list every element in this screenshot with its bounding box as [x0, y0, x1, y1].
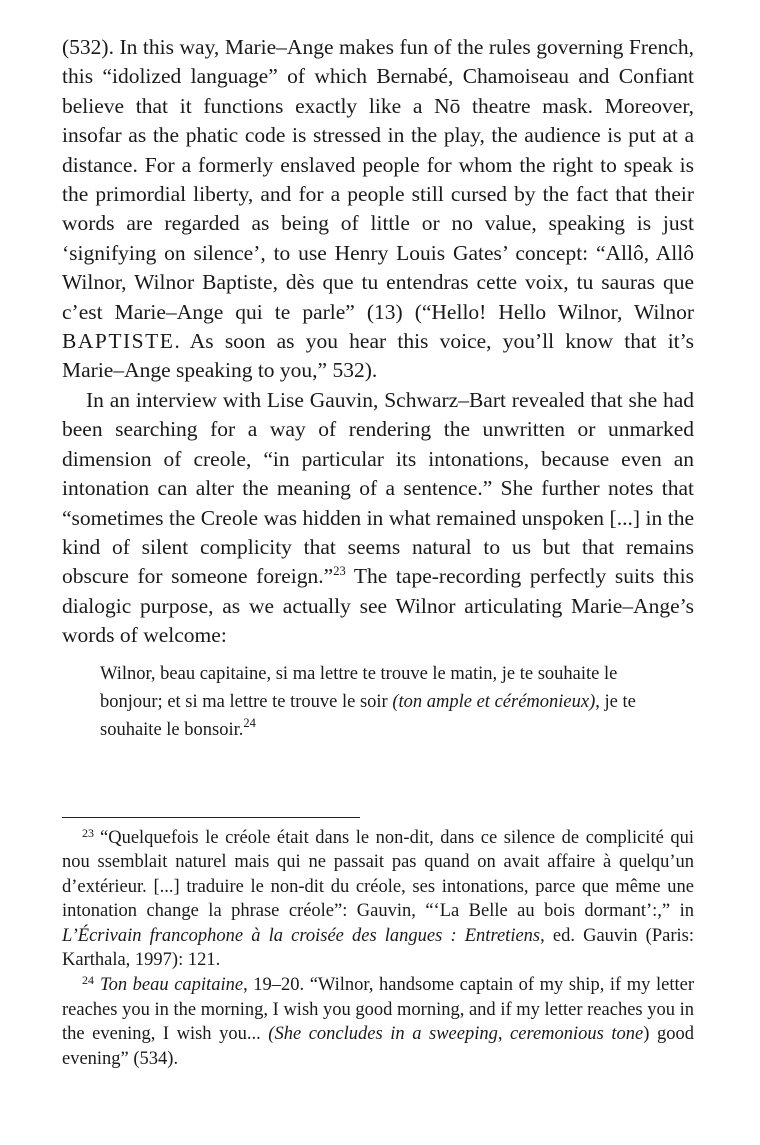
footnote-24-text: , 19–20. “Wilnor, handsome captain of my ship, if my letter reaches you in the morning, I wish you good morning, and if my letter reaches you in the evening, I wish you... — [62, 975, 694, 1045]
footnote-23 — [62, 826, 694, 972]
footnote-ref-23: 23 — [333, 564, 346, 579]
footnote-23-text: “Quelquefois le créole était dans le non-dit, dans ce silence de complicité qui nou ssemblait naturel mais qui ne passait pas quand on avait affaire à quelqu’un d’extérieur. [...] traduire le non-dit du créole, ses intonations, parce que même une intonation change la phrase créole”: Gauvin, “‘La Belle au bois dormant’:,” in — [62, 828, 694, 922]
footnote-24-mark: 24 — [82, 973, 94, 988]
paragraph-1 — [62, 33, 694, 386]
paragraph-1-text: (532). In this way, Marie–Ange makes fun of the rules governing French, this “idolized language” of which Bernabé, Chamoiseau and Confiant believe that it functions exactly like a Nō theatre mask. Moreover, insofar as the phatic code is stressed in the play, the audience is put at a distance. For a formerly enslaved people for whom the right to speak is the primordial liberty, and for a people still cursed by the fact that their words are regarded as being of little or no value, speaking is just ‘signifying on silence’, to use Henry Louis Gates’ concept: “Allô, Allô Wilnor, Wilnor Baptiste, dès que tu entendras cette voix, tu sauras que c’est Marie–Ange qui te parle” (13) (“Hello! Hello Wilnor, Wilnor — [62, 35, 694, 324]
footnote-23-mark: 23 — [82, 826, 94, 840]
block-quote — [100, 660, 670, 744]
paragraph-2-text-end: The tape-recording perfectly suits this dialogic purpose, as we actually see Wilnor articulating Marie–Ange’s words of welcome: — [62, 564, 694, 648]
footnotes — [62, 826, 694, 1071]
footnote-24-title: Ton beau capitaine — [100, 975, 244, 996]
paragraph-2 — [62, 386, 694, 651]
footnote-divider — [62, 817, 360, 818]
footnote-ref-24: 24 — [243, 716, 256, 730]
block-quote-text: Wilnor, beau capitaine, si ma lettre te trouve le matin, je te souhaite le bonjour; et si ma lettre te trouve le soir — [100, 664, 618, 712]
footnote-23-text-end: , ed. Gauvin (Paris: Karthala, 1997): 121. — [62, 925, 694, 971]
footnote-24-text-end: ) good evening” (534). — [62, 1024, 694, 1069]
footnote-23-title: L’Écrivain francophone à la croisée des langues : Entretiens — [62, 925, 541, 946]
block-quote-italic: (ton ample et cérémonieux) — [392, 692, 596, 712]
paragraph-2-text: In an interview with Lise Gauvin, Schwarz–Bart revealed that she had been searching for a way of rendering the unwritten or unmarked dimension of creole, “in particular its intonations, because even an intonation can alter the meaning of a sentence.” She further notes that “sometimes the Creole was hidden in what remained unspoken [...] in the kind of silent complicity that seems natural to us but that remains obscure for someone foreign.” — [62, 387, 694, 589]
paragraph-1-text-end: . As soon as you hear this voice, you’ll know that it’s Marie–Ange speaking to you,” 532). — [62, 329, 694, 383]
block-quote-text-end: , je te souhaite le bonsoir. — [100, 692, 636, 740]
footnote-24-italic: (She concludes in a sweeping, ceremonious tone — [268, 1024, 644, 1045]
footnote-24 — [62, 973, 694, 1071]
small-caps-name: BAPTISTE — [62, 329, 175, 354]
body-text — [62, 33, 694, 651]
